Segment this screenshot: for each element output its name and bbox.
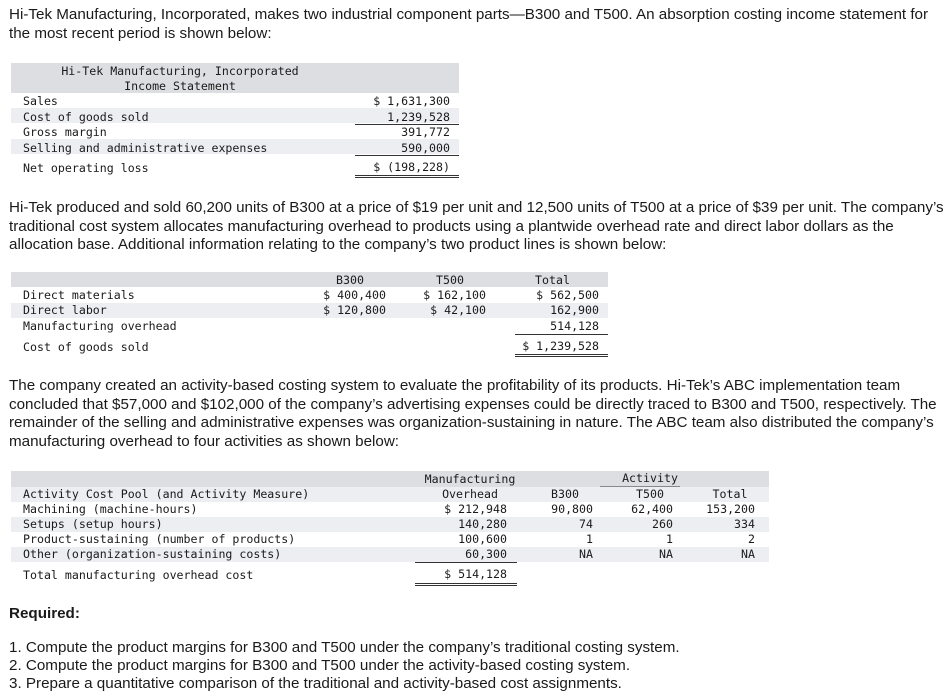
underline — [515, 334, 608, 335]
abc-machining-b300: 90,800 — [551, 502, 593, 516]
intro-paragraph: Hi-Tek Manufacturing, Incorporated, makes two industrial component parts—B300 and T500. An absorption costing income statement for the most recent period is shown below: — [9, 6, 929, 42]
required-item-1: 1. Compute the product margins for B300 and T500 under the company’s traditional costing system. — [9, 639, 680, 656]
col-header-activity: Activity — [622, 471, 678, 485]
abc-other-total: NA — [741, 547, 755, 561]
pt-dl-total: 162,900 — [550, 303, 599, 317]
col-header-b300: B300 — [551, 487, 579, 501]
col-header-total: Total — [535, 273, 570, 287]
company-name: Hi-Tek Manufacturing, Incorporated — [61, 64, 299, 78]
col-header-b300: B300 — [336, 273, 364, 287]
abc-setups-b300: 74 — [579, 517, 593, 531]
abc-product-sustaining-b300: 1 — [586, 532, 593, 546]
double-underline — [355, 175, 459, 178]
pt-moh-total: 514,128 — [550, 319, 599, 333]
is-label-net-loss: Net operating loss — [23, 161, 149, 175]
pt-label-moh: Manufacturing overhead — [23, 319, 177, 333]
statement-title: Income Statement — [124, 79, 236, 93]
abc-label-total: Total manufacturing overhead cost — [23, 568, 254, 582]
double-underline — [515, 354, 608, 357]
pt-label-cogs: Cost of goods sold — [23, 340, 149, 354]
abc-label-other: Other (organization-sustaining costs) — [23, 547, 282, 561]
abc-product-sustaining-total: 2 — [748, 532, 755, 546]
is-label-sga: Selling and administrative expenses — [23, 141, 268, 155]
is-value-net-loss: $ (198,228) — [373, 160, 450, 174]
required-item-2: 2. Compute the product margins for B300 and T500 under the activity-based costing system. — [9, 657, 631, 674]
abc-machining-t500: 62,400 — [631, 502, 673, 516]
col-header-mfg-2: Overhead — [442, 487, 498, 501]
abc-other-overhead: 60,300 — [465, 547, 507, 561]
abc-machining-total: 153,200 — [706, 502, 755, 516]
abc-other-b300: NA — [579, 547, 593, 561]
col-header-pool: Activity Cost Pool (and Activity Measure) — [23, 487, 310, 501]
pt-label-dm: Direct materials — [23, 288, 135, 302]
abc-product-sustaining-overhead: 100,600 — [458, 532, 507, 546]
pt-dl-t500: $ 42,100 — [430, 303, 486, 317]
abc-machining-overhead: $ 212,948 — [444, 502, 507, 516]
production-paragraph: Hi-Tek produced and sold 60,200 units of B300 at a price of $19 per unit and 12,500 units of T500 at a price of $39 per unit. The company’s traditional cost system allocates manufacturing overhead to products using a plantwide overhead rate and direct labor dollars as the allocation base. Additional information relating to the company’s two product lines is shown below: — [9, 199, 944, 254]
abc-setups-overhead: 140,280 — [458, 517, 507, 531]
col-header-total: Total — [712, 487, 748, 501]
is-value-sga: 590,000 — [401, 141, 450, 155]
pt-cogs-total: $ 1,239,528 — [522, 339, 599, 353]
col-header-t500: T500 — [636, 487, 664, 501]
pt-dm-b300: $ 400,400 — [323, 288, 386, 302]
pt-dm-total: $ 562,500 — [536, 288, 599, 302]
is-label-sales: Sales — [23, 94, 58, 108]
is-label-cogs: Cost of goods sold — [23, 110, 149, 124]
abc-setups-total: 334 — [734, 517, 755, 531]
abc-label-setups: Setups (setup hours) — [23, 517, 163, 531]
pt-dm-t500: $ 162,100 — [423, 288, 486, 302]
col-header-mfg-1: Manufacturing — [424, 472, 516, 486]
pt-label-dl: Direct labor — [23, 303, 107, 317]
double-underline — [415, 583, 517, 586]
abc-setups-t500: 260 — [652, 517, 673, 531]
required-item-3: 3. Prepare a quantitative comparison of the traditional and activity-based cost assignments. — [9, 675, 622, 692]
is-value-sales: $ 1,631,300 — [373, 94, 450, 108]
underline — [415, 562, 517, 563]
abc-other-t500: NA — [659, 547, 673, 561]
abc-paragraph: The company created an activity-based costing system to evaluate the profitability of its products. Hi-Tek’s ABC implementation team concluded that $57,000 and $102,000 of the company’s advertising expenses could be directly traced to B300 and T500, respectively. The remainder of the selling and administrative expenses was organization-sustaining in nature. The ABC team also distributed the company’s manufacturing overhead to four activities as shown below: — [9, 377, 937, 450]
required-heading: Required: — [9, 605, 80, 622]
pt-dl-b300: $ 120,800 — [323, 303, 386, 317]
abc-product-sustaining-t500: 1 — [666, 532, 673, 546]
abc-label-machining: Machining (machine-hours) — [23, 502, 198, 516]
is-value-gross-margin: 391,772 — [401, 125, 450, 139]
abc-total-overhead: $ 514,128 — [444, 567, 507, 581]
is-value-cogs: 1,239,528 — [387, 110, 450, 124]
abc-label-product-sustaining: Product-sustaining (number of products) — [23, 532, 296, 546]
underline — [355, 155, 459, 156]
col-header-t500: T500 — [436, 273, 464, 287]
is-label-gross-margin: Gross margin — [23, 125, 107, 139]
